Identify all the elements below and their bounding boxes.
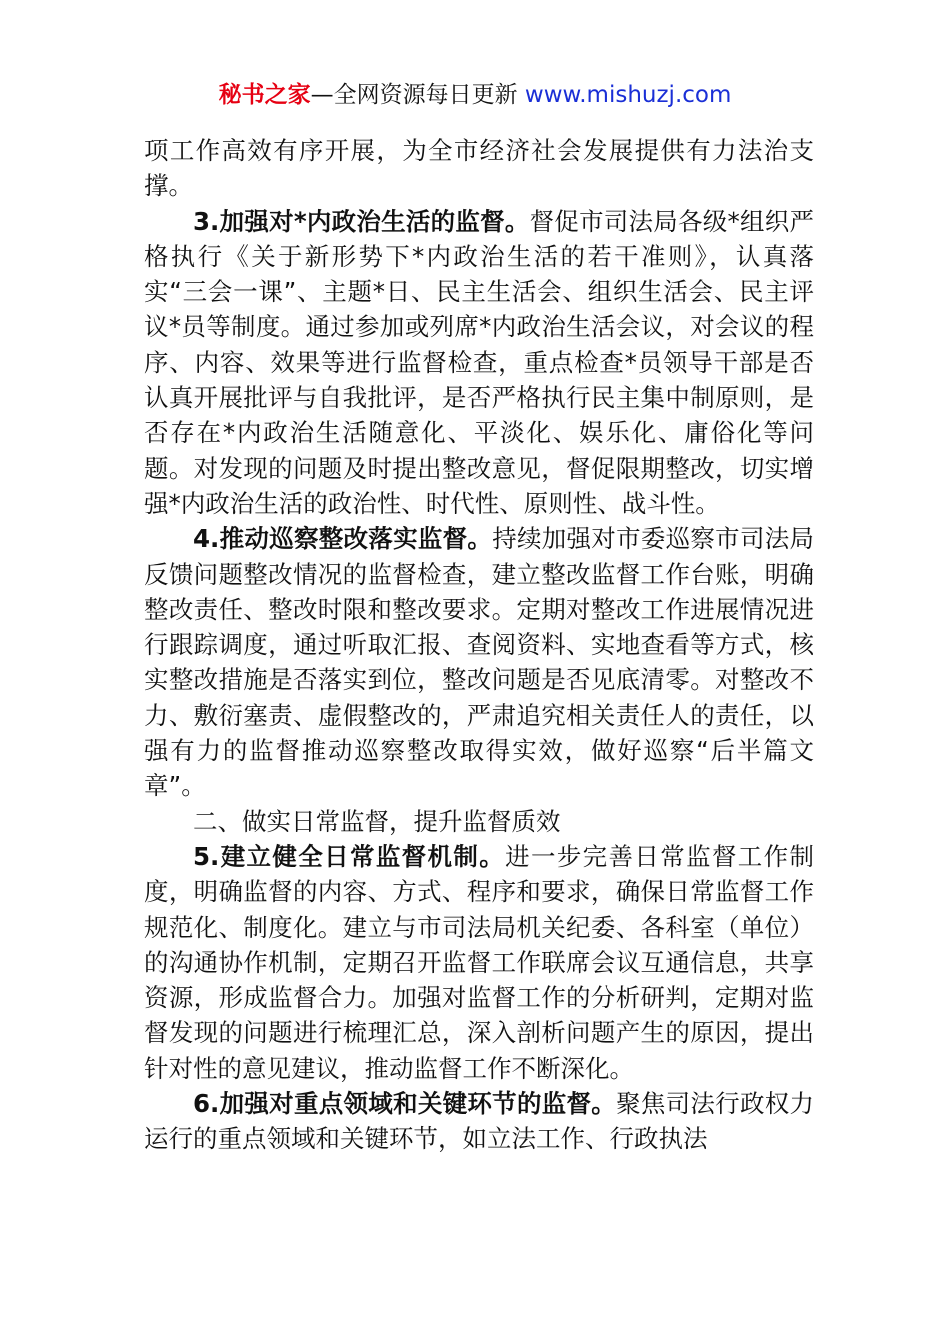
paragraph-text: 进一步完善日常监督工作制度，明确监督的内容、方式、程序和要求，确保日常监督工作规范化、制度化。建立与市司法局机关纪委、各科室（单位）的沟通协作机制，定期召开监督工作联席会议互通信息，共享资源，形成监督合力。加强对监督工作的分析研判，定期对监督发现的问题进行梳理汇总，深入剖析问题产生的原因，提出针对性的意见建议，推动监督工作不断深化。: [144, 841, 815, 1083]
section-title: 二、做实日常监督，提升监督质效: [193, 806, 561, 836]
paragraph-text: 督促市司法局各级*组织严格执行《关于新形势下*内政治生活的若干准则》，认真落实“三会一课”、主题*日、民主生活会、组织生活会、民主评议*员等制度。通过参加或列席*内政治生活会议，对会议的程序、内容、效果等进行监督检查，重点检查*员领导干部是否认真开展批评与自我批评，是否严格执行民主集中制原则，是否存在*内政治生活随意化、平淡化、娱乐化、庸俗化等问题。对发现的问题及时提出整改意见，督促限期整改，切实增强*内政治生活的政治性、时代性、原则性、战斗性。: [144, 206, 815, 518]
paragraph-continuation: [144, 133, 814, 204]
paragraph-heading: 6.加强对重点领域和关键环节的监督。: [193, 1089, 617, 1119]
paragraph-item-4: [144, 521, 814, 803]
paragraph-heading: 3.加强对*内政治生活的监督。: [193, 206, 530, 236]
site-url-link[interactable]: www.mishuzj.com: [524, 82, 732, 108]
paragraph-item-6: [144, 1086, 814, 1157]
site-tagline: —全网资源每日更新: [310, 82, 525, 108]
site-brand: 秘书之家: [218, 82, 311, 108]
paragraph-text: 项工作高效有序开展，为全市经济社会发展提供有力法治支撑。: [144, 136, 814, 201]
paragraph-heading: 4.推动巡察整改落实监督。: [193, 524, 493, 554]
section-heading: [144, 804, 814, 839]
site-header: [0, 78, 950, 112]
document-body: [144, 133, 814, 1157]
paragraph-text: 持续加强对市委巡察市司法局反馈问题整改情况的监督检查，建立整改监督工作台账，明确整改责任、整改时限和整改要求。定期对整改工作进展情况进行跟踪调度，通过听取汇报、查阅资料、实地查看等方式，核实整改措施是否落实到位，整改问题是否见底清零。对整改不力、敷衍塞责、虚假整改的，严肃追究相关责任人的责任，以强有力的监督推动巡察整改取得实效，做好巡察“后半篇文章”。: [144, 524, 815, 801]
paragraph-heading: 5.建立健全日常监督机制。: [193, 841, 506, 871]
paragraph-item-5: [144, 839, 814, 1086]
paragraph-item-3: [144, 204, 814, 522]
paragraph-text: 聚焦司法行政权力运行的重点领域和关键环节，如立法工作、行政执法: [144, 1089, 814, 1154]
